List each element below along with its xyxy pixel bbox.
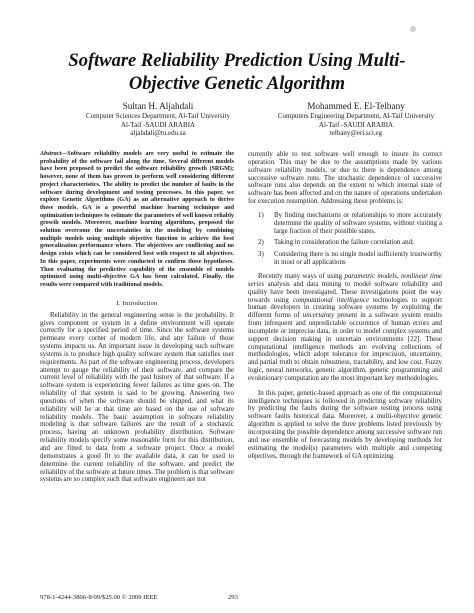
text-run: technologies to support human developers in creating software systems by exploiting the different forms of bbox=[248, 296, 442, 320]
author-block-1 bbox=[58, 100, 258, 138]
list-item bbox=[258, 212, 442, 236]
footer-page-number: 293 bbox=[228, 594, 238, 601]
italic-term: uncertainty bbox=[302, 312, 335, 320]
text-run: analysis and data mining to model software reliability and quality have been investigated. These investigations point the way towards using bbox=[248, 280, 442, 304]
list-item-text: Taking in consideration the failure correlation and; bbox=[274, 239, 414, 247]
author-block-2 bbox=[256, 100, 456, 138]
text-run: Recently many ways of using bbox=[258, 272, 345, 280]
italic-term: computational intelligence bbox=[292, 296, 369, 304]
author-name: Mohammed E. El-Telbany bbox=[307, 101, 405, 111]
body-paragraph-2 bbox=[248, 273, 442, 383]
abstract-lead: Abstract bbox=[40, 151, 62, 157]
footer-isbn: 978-1-4244-3806-8/09/$25.00 © 2009 IEEE bbox=[40, 594, 158, 601]
body-paragraph-1: currently able to test software well enough to insure its correct operation. This may be due to the assumptions made by various software reliability models, or due to there is dependence among successive software runs. The stochastic dependence of successive software runs also depends on the extent to which internal state of software has been affected and on the nature of operations undertaken for execution resumption. Addressing these problems is: bbox=[248, 151, 442, 206]
corner-page-marker bbox=[410, 26, 416, 32]
author-department: Computer Sciences Department, Al-Taif University bbox=[86, 112, 230, 120]
list-item bbox=[258, 239, 442, 247]
section-heading-introduction: I. Introduction bbox=[116, 299, 158, 307]
italic-term: nonlinear time series bbox=[248, 272, 442, 288]
body-paragraph-3: In this paper, genetic-based approach as one of the computational intelligence techniques is followed in predicting software reliability by predicting the faults during the software testing process using software faults historical data. Moreover, a multi-objective genetic algorithm is applied to solve the three problems listed previously by incorporating the possible dependence among successive software run and use ensemble of forecasting models by developing methods for estimating the model(s) parameters with multiple and competing objectives, through the framework of GA optimizing. bbox=[248, 389, 442, 460]
author-email: aljahdali@tu.edu.sa bbox=[130, 129, 186, 138]
list-item-number: 2) bbox=[258, 239, 264, 247]
author-location: Al-Taif -SAUDI ARABIA bbox=[120, 120, 196, 129]
text-run: present in a software system results from infrequent and unpredictable occurrence of human errors and incomplete or imprecise data, in order to model complex systems and support decision making in uncertain environments [22]. These computational intelligence methods are evolving collections of methodologies, which adopt tolerance for imprecision, uncertainty, and partial truth to obtain robustness, tractability, and low cost. Fuzzy logic, neural networks, genetic algorithm, genetic programming and evolutionary computation are the most important key methodologies. bbox=[248, 312, 442, 382]
list-item-number: 3) bbox=[258, 251, 264, 259]
author-location: Al-Taif -SAUDI ARABIA bbox=[318, 120, 394, 129]
list-item-number: 1) bbox=[258, 211, 264, 219]
left-column bbox=[40, 151, 234, 484]
list-item-text: By finding mechanisms or relationships to more accurately determine the quality of software systems, without visiting a large fraction of their possible states. bbox=[274, 211, 442, 235]
text-run: , bbox=[396, 272, 401, 280]
list-item bbox=[258, 251, 442, 267]
introduction-paragraph: Reliability in the general engineering sense is the probability. It gives component or system in a define environment will operate correctly for a specified period of time. Since the software systems permeate every corner of modern life, and any failure of those systems impacts us. An important issue in developing such software systems is to produce high quality software system that satisfies user requirements. As part of the software engineering process, developers attempt to gauge the reliability of their software, and compare the current level of reliability with the past history of that software. If a software system is experiencing fewer failures as time goes on. The reliability of that system is said to be growing. Answering two questions of when the software should be shipped, and what its reliability will be at that time are based on the use of software reliability models. The basic assumption in software reliability modeling is that software failures are the result of a stochastic process, having an unknown probability distribution. Software reliability models specify some reasonable form for this distribution, and are fitted to data from a software project. Once a model demonstrates a good fit to the available data, it can be used to determine the current reliability of the software, and predict the reliability of the software at future times. The problem is that software systems are so complex such that software engineers are not bbox=[40, 311, 234, 484]
italic-term: parametric models bbox=[344, 272, 397, 280]
author-department: Computers Engineering Department, Al-Taif University bbox=[277, 112, 435, 120]
abstract-text: —Software reliability models are very useful to estimate the probability of the software fail along the time. Several different models have been proposed to predict the software reliability growth (SRGM); however, none of them has proven to perform well considering different project characteristics. The ability to predict the number of faults in the software during development and testing processes. In this paper, we explore Genetic Algorithms (GA) as an alternative approach to derive these models. GA is a powerful machine learning technique and optimization techniques to estimate the parameters of well known reliably growth models. Moreover, machine learning algorithms, proposed the solution overcome the uncertainties in the modeling by combining multiple models using multiple objective function to achieve the best generalization performance where. The objectives are conflicting and no design exists which can be considered best with respect to all objectives. In this paper, experiments were conducted to confirm these hypotheses. Then evaluating the predictive capability of the ensemble of models optimized using multi-objective GA has been calculated. Finally, the results were compared with traditional models. bbox=[40, 151, 234, 288]
author-name: Sultan H. Aljahdali bbox=[122, 101, 194, 111]
abstract bbox=[40, 151, 234, 290]
problem-list bbox=[248, 212, 442, 267]
author-email: telbany@eri.sci.eg bbox=[329, 129, 383, 138]
paper-title: Software Reliability Prediction Using Multi-Objective Genetic Algorithm bbox=[68, 51, 406, 94]
right-column bbox=[248, 151, 442, 460]
list-item-text: Considering there is no single model sufficiently trustworthy in most or all applications bbox=[274, 251, 442, 267]
